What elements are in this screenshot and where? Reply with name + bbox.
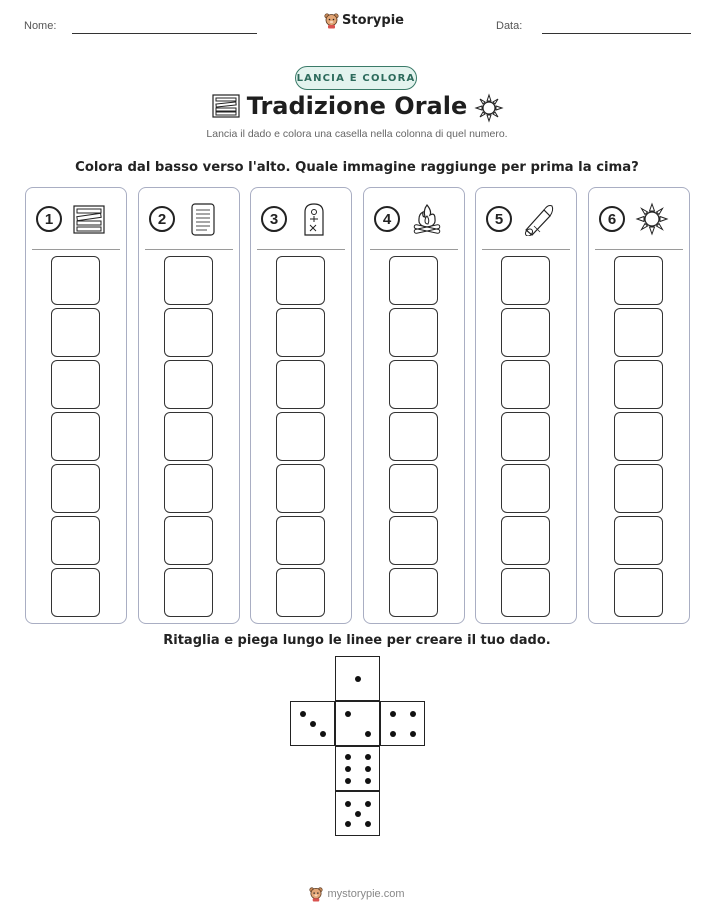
die-pip [365,821,371,827]
column-1 [25,187,127,624]
color-cell[interactable] [389,256,438,305]
die-pip [390,711,396,717]
die-face-1 [335,656,380,701]
column-divider [32,249,120,250]
color-cell[interactable] [276,308,325,357]
color-cell[interactable] [276,464,325,513]
column-number: 5 [486,206,512,232]
die-pip [365,778,371,784]
die-pip [310,721,316,727]
die-pip [300,711,306,717]
scroll-page-icon [185,202,219,236]
color-cell[interactable] [501,308,550,357]
color-cell[interactable] [389,412,438,461]
color-cell[interactable] [614,256,663,305]
column-divider [482,249,570,250]
color-cell[interactable] [164,308,213,357]
activity-badge: LANCIA E COLORA [295,66,417,90]
rolled-scroll-icon [522,202,556,236]
die-pip [320,731,326,737]
color-cell[interactable] [51,568,100,617]
sun-icon [635,202,669,236]
color-cell[interactable] [389,360,438,409]
die-face-5 [335,791,380,836]
color-cell[interactable] [389,308,438,357]
color-cell[interactable] [164,256,213,305]
color-cell[interactable] [164,360,213,409]
die-face-2 [335,701,380,746]
color-cell[interactable] [276,568,325,617]
die-pip [345,766,351,772]
color-cell[interactable] [276,412,325,461]
die-pip [345,801,351,807]
color-cell[interactable] [51,412,100,461]
subtitle: Lancia il dado e colora una casella nella colonna di quel numero. [206,128,508,140]
color-cell[interactable] [501,464,550,513]
color-cell[interactable] [501,360,550,409]
column-5 [475,187,577,624]
color-cell[interactable] [51,360,100,409]
instruction-text: Colora dal basso verso l'alto. Quale immagine raggiunge per prima la cima? [75,160,639,175]
color-cell[interactable] [614,412,663,461]
die-pip [355,811,361,817]
brand-name: Storypie [342,13,404,28]
column-number: 1 [36,206,62,232]
die-pip [410,731,416,737]
die-pip [345,754,351,760]
color-cell[interactable] [51,256,100,305]
bear-icon [309,886,323,902]
color-cell[interactable] [501,516,550,565]
column-3 [250,187,352,624]
color-cell[interactable] [614,516,663,565]
cut-instruction: Ritaglia e piega lungo le linee per creare il tuo dado. [163,633,551,648]
color-cell[interactable] [164,412,213,461]
color-cell[interactable] [51,308,100,357]
name-label: Nome: [24,20,57,32]
date-label: Data: [496,20,523,32]
color-cell[interactable] [51,464,100,513]
column-number: 3 [261,206,287,232]
die-pip [345,711,351,717]
column-number: 4 [374,206,400,232]
tablet-symbols-icon [297,202,331,236]
die-pip [365,754,371,760]
column-2 [138,187,240,624]
footer-url[interactable]: mystorypie.com [327,888,405,900]
column-number: 6 [599,206,625,232]
page-title: Tradizione Orale [246,92,468,120]
bear-icon [324,12,339,29]
color-cell[interactable] [389,516,438,565]
color-cell[interactable] [501,568,550,617]
color-cell[interactable] [276,516,325,565]
color-cell[interactable] [501,412,550,461]
die-pip [345,778,351,784]
die-face-6 [335,746,380,791]
die-pip [365,801,371,807]
color-cell[interactable] [164,516,213,565]
column-4 [363,187,465,624]
footer [0,886,714,902]
color-cell[interactable] [389,568,438,617]
die-face-4 [380,701,425,746]
color-cell[interactable] [501,256,550,305]
color-cell[interactable] [164,568,213,617]
column-6 [588,187,690,624]
column-number: 2 [149,206,175,232]
die-pip [365,766,371,772]
column-divider [257,249,345,250]
color-cell[interactable] [51,516,100,565]
books-icon [72,202,106,236]
color-cell[interactable] [614,464,663,513]
sun-icon [474,93,504,123]
color-cell[interactable] [164,464,213,513]
color-cell[interactable] [276,256,325,305]
campfire-icon [410,202,444,236]
column-divider [145,249,233,250]
die-face-3 [290,701,335,746]
column-divider [370,249,458,250]
die-pip [345,821,351,827]
column-divider [595,249,683,250]
die-pip [355,676,361,682]
color-cell[interactable] [614,308,663,357]
color-cell[interactable] [276,360,325,409]
color-cell[interactable] [614,568,663,617]
color-cell[interactable] [614,360,663,409]
die-pip [365,731,371,737]
name-line[interactable] [72,33,257,34]
die-pip [390,731,396,737]
color-cell[interactable] [389,464,438,513]
date-line[interactable] [542,33,691,34]
brand-logo [324,12,404,29]
die-pip [410,711,416,717]
